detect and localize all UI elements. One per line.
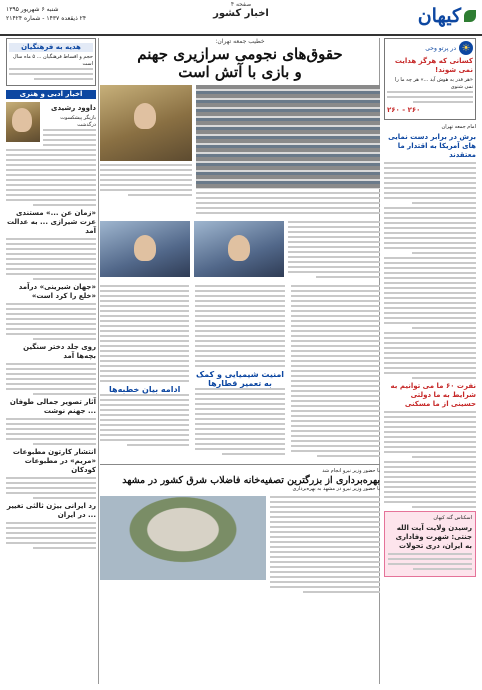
highlight-title[interactable]: رسیدن ولایت آیت الله جنتی: شهرت وفاداری به ایران، دری تحولات: [395, 524, 472, 550]
culture-item[interactable]: «جهان شیرینی» درآمد «خلع را کرد است»: [18, 283, 96, 300]
subheading: امنیت شیمیایی و کمک به تعمیر قطارها: [195, 370, 285, 388]
column-divider: [98, 38, 99, 684]
headline-kicker: خطیب جمعه تهران:: [215, 38, 265, 45]
culture-item[interactable]: انتشار کارتون مطبوعات «مریم» در مطبوعات کودکان: [12, 448, 96, 474]
left-column: [6, 38, 96, 684]
headline-line-2: و بازی با آتش است: [178, 63, 302, 81]
date-block: [6, 5, 86, 23]
date-line-1: شنبه ۶ شهریور ۱۳۹۵: [6, 6, 59, 13]
center-column: [100, 38, 380, 684]
article-title[interactable]: برش در برابر دست نمایی های آمریکا به اقتدار ما معتقدند: [388, 133, 476, 159]
minister-photo-2: [100, 221, 190, 277]
culture-item[interactable]: رد ایرانی بیژن ثالثی تغییر ... در ایران: [6, 502, 96, 519]
right-column: [384, 38, 476, 684]
quote-body: «هر قدر به هوش آید ...» هر چه ما را نمی شنوی: [395, 77, 473, 90]
masthead: [0, 0, 482, 36]
tehran-label: امام جمعه تهران: [441, 124, 476, 130]
page-number: صفحه ۴: [230, 1, 252, 8]
article-body: [384, 162, 476, 379]
bottom-story: [100, 464, 380, 596]
body-columns: [100, 285, 380, 460]
lead-text: [196, 192, 380, 214]
verse-reference: ۲۶۰ - ۲۶۰: [387, 106, 421, 114]
culture-item[interactable]: روی جلد دختر سنگین بچه‌ها آمد: [23, 343, 96, 360]
minister-photo-1: [194, 221, 284, 277]
highlight-box: [384, 511, 476, 577]
quote-title[interactable]: کسانی که هرگز هدایت نمی شوند!: [394, 57, 473, 74]
subheading-2: ادامه بیان خطبه‌ها: [109, 385, 181, 394]
interview-body: [384, 411, 476, 508]
bottom-kicker: با حضور وزیر نیرو انجام شد: [322, 468, 380, 474]
headline-line-1: حقوق‌های نجومی سرازیری جهنم: [137, 45, 343, 63]
date-line-2: ۲۴ ذیقعده ۱۴۳۷ - شماره ۲۱۴۲۴: [6, 15, 87, 22]
gift-box: [6, 38, 96, 86]
logo-text: کیهان: [417, 5, 461, 27]
bottom-headline[interactable]: بهره‌برداری از بزرگترین تصفیه‌خانه فاضلاب شرق کشور در مشهد: [122, 475, 380, 486]
interview-title[interactable]: نفرت ۶۰ ما می توانیم به شرایط به ما دولتی حسینی از ما مسکنی: [390, 382, 476, 408]
gift-box-body: حجم و اقساط فرهنگیان ... ۵ ماه سال است: [13, 54, 93, 67]
section-title: اخبار کشور: [213, 8, 269, 19]
bottom-subhead: با حضور وزیر نیرو در مشهد به بهره‌برداری: [292, 486, 380, 492]
profile-name[interactable]: داوود رشیدی: [51, 104, 96, 112]
culture-item[interactable]: آثار تصویر جمالی طوفان ... جهنم نوشت: [9, 398, 96, 415]
prayer-hall-photo: [196, 85, 380, 189]
main-headline[interactable]: [100, 45, 380, 81]
highlight-label: اسکناس گنه کیهان: [433, 515, 472, 521]
verse-box: [384, 38, 476, 120]
lead-text-2: [100, 164, 192, 196]
culture-item[interactable]: «زمان عن ...» مستندی عزت شیرازی ... به عدالت آمد: [7, 209, 96, 235]
preacher-photo: [100, 85, 192, 161]
gift-box-title[interactable]: هدیه به فرهنگیان: [9, 43, 93, 52]
actor-portrait: [6, 102, 40, 142]
column-name: در پرتو وحی: [425, 44, 456, 52]
culture-section-title: اخبار ادبی و هنری: [6, 90, 96, 99]
profile-subtitle: بازیگر پیشکسوت درگذشت: [60, 115, 96, 128]
treatment-plant-photo: [100, 496, 266, 580]
culture-news-body: [6, 149, 96, 206]
column-header: [387, 41, 473, 55]
body-col-a: [288, 221, 380, 281]
sun-icon: ☀: [459, 41, 473, 55]
